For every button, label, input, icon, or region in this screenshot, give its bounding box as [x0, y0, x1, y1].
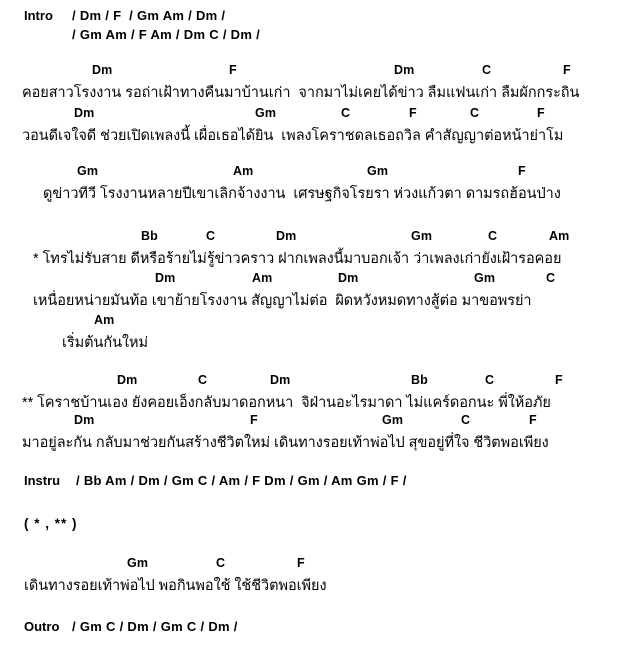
chord-label: Dm [74, 106, 95, 120]
chord-label: Gm [474, 271, 496, 285]
chord-label: C [488, 229, 498, 243]
chord-label: C [482, 63, 492, 77]
chord-label: Bb [411, 373, 428, 387]
chord-label: Gm [367, 164, 389, 178]
chord-label: C [485, 373, 495, 387]
lyric-line: วอนดีเจใจดี ช่วยเปิดเพลงนี้ เผื่อเธอได้ยิน เพลงโคราชดลเธอถวิล คำสัญญาต่อหน้าย่าโม [22, 128, 564, 144]
chord-label: C [198, 373, 208, 387]
chord-label: Dm [270, 373, 291, 387]
chord-label: Am [252, 271, 273, 285]
outro-label: Outro [24, 619, 60, 634]
intro-label: Intro [24, 8, 53, 23]
chord-label: F [537, 106, 545, 120]
outro-sequence: / Gm C / Dm / Gm C / Dm / [72, 619, 238, 634]
chord-label: Dm [338, 271, 359, 285]
instru-sequence: / Bb Am / Dm / Gm C / Am / F Dm / Gm / Am Gm / F / [76, 473, 407, 488]
chord-label: F [529, 413, 537, 427]
chord-label: Dm [276, 229, 297, 243]
chord-label: Gm [77, 164, 99, 178]
lyric-line: ** โคราชบ้านเอง ยังคอยเอ็งกลับมาดอกหนา จิฝ่านอะไรมาดา ไม่แคร์ดอกนะ พี่ให้อภัย [22, 395, 551, 411]
chord-label: Gm [382, 413, 404, 427]
chord-label: F [250, 413, 258, 427]
chord-label: Dm [117, 373, 138, 387]
lyric-line: เหนื่อยหน่ายมันท้อ เขาย้ายโรงงาน สัญญาไม่ต่อ ผิดหวังหมดทางสู้ต่อ มาขอพรย่า [33, 293, 532, 309]
chord-label: F [518, 164, 526, 178]
chord-label: Am [94, 313, 115, 327]
chord-label: F [409, 106, 417, 120]
lyric-line: * โทรไม่รับสาย ดีหรือร้ายไม่รู้ข่าวคราว ฝากเพลงนี้มาบอกเจ้า ว่าเพลงเก่ายังเฝ้ารอคอย [33, 251, 562, 267]
lyric-line: เดินทางรอยเท้าพ่อไป พอกินพอใช้ ใช้ชีวิตพอเพียง [24, 578, 327, 594]
chord-label: F [297, 556, 305, 570]
chord-label: C [546, 271, 556, 285]
chord-label: Dm [394, 63, 415, 77]
chord-label: Dm [92, 63, 113, 77]
chord-label: C [470, 106, 480, 120]
chord-label: Am [233, 164, 254, 178]
chord-label: Gm [127, 556, 149, 570]
chord-label: F [229, 63, 237, 77]
instru-label: Instru [24, 473, 61, 488]
chord-label: C [461, 413, 471, 427]
chord-label: F [555, 373, 563, 387]
repeat-marker: ( * , ** ) [24, 516, 78, 531]
lyric-line: ดูข่าวทีวี โรงงานหลายปีเขาเลิกจ้างงาน เศรษฐกิจโรยรา ห่วงแก้วตา ดามรถฮ้อนป่าง [43, 186, 561, 202]
chord-label: Gm [255, 106, 277, 120]
intro-sequence-line-2: / Gm Am / F Am / Dm C / Dm / [72, 27, 261, 42]
lyric-line: มาอยู่ละกัน กลับมาช่วยกันสร้างชีวิตใหม่ เดินทางรอยเท้าพ่อไป สุขอยู่ที่ใจ ชีวิตพอเพียง [22, 435, 549, 451]
chord-label: Bb [141, 229, 158, 243]
chord-label: Dm [74, 413, 95, 427]
lyric-line: คอยสาวโรงงาน รอถ่าเฝ้าทางคืนมาบ้านเก่า จากมาไม่เคยได้ข่าว ลืมแฟนเก่า ลืมผักกระถิน [22, 85, 580, 101]
chord-label: Gm [411, 229, 433, 243]
lyric-line: เริ่มต้นกันใหม่ [62, 335, 149, 351]
intro-sequence-line-1: / Dm / F / Gm Am / Dm / [72, 8, 226, 23]
chord-label: C [206, 229, 216, 243]
chord-label: Am [549, 229, 570, 243]
chord-label: C [216, 556, 226, 570]
chord-label: C [341, 106, 351, 120]
chord-label: Dm [155, 271, 176, 285]
chord-label: F [563, 63, 571, 77]
